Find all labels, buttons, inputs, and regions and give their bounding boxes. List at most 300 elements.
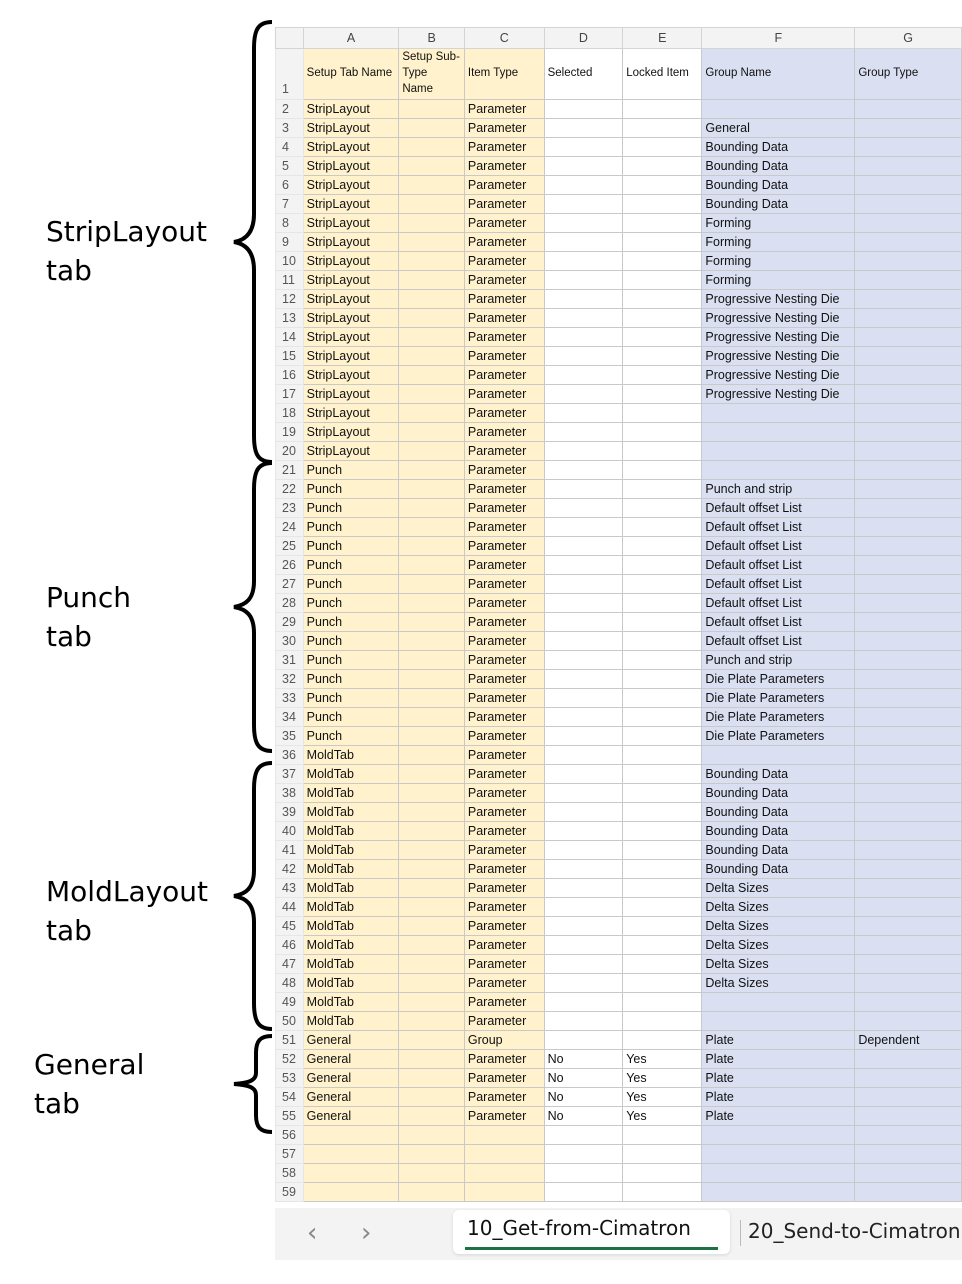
cell-c[interactable]: Parameter [464,765,544,784]
cell-g[interactable] [855,1107,962,1126]
cell-e[interactable] [623,461,702,480]
cell-f[interactable]: Delta Sizes [702,879,855,898]
cell-d[interactable] [544,271,623,290]
row-number[interactable]: 12 [276,290,304,309]
cell-f[interactable]: Progressive Nesting Die [702,366,855,385]
cell-f[interactable]: Die Plate Parameters [702,727,855,746]
cell-g[interactable] [855,689,962,708]
cell-b[interactable] [399,537,465,556]
cell-d[interactable] [544,594,623,613]
cell-d[interactable] [544,214,623,233]
cell-f[interactable]: Die Plate Parameters [702,689,855,708]
row-number[interactable]: 8 [276,214,304,233]
cell-b[interactable] [399,138,465,157]
cell-f[interactable]: Bounding Data [702,765,855,784]
cell-c[interactable]: Parameter [464,727,544,746]
cell-b[interactable] [399,955,465,974]
cell-c[interactable]: Parameter [464,594,544,613]
cell-e[interactable] [623,404,702,423]
cell-g[interactable] [855,841,962,860]
cell-d[interactable] [544,518,623,537]
row-number[interactable]: 31 [276,651,304,670]
row-number[interactable]: 48 [276,974,304,993]
row-number[interactable]: 1 [276,49,304,100]
cell-g[interactable] [855,974,962,993]
header-cell-group-type[interactable]: Group Type [855,49,962,100]
cell-a[interactable]: General [303,1069,399,1088]
row-number[interactable]: 28 [276,594,304,613]
cell-f[interactable] [702,461,855,480]
cell-f[interactable]: Progressive Nesting Die [702,309,855,328]
cell-e[interactable] [623,328,702,347]
row-number[interactable]: 17 [276,385,304,404]
cell-d[interactable] [544,233,623,252]
cell-e[interactable] [623,366,702,385]
cell-a[interactable]: Punch [303,632,399,651]
cell-e[interactable] [623,879,702,898]
row-number[interactable]: 52 [276,1050,304,1069]
cell-f[interactable]: Bounding Data [702,784,855,803]
row-number[interactable]: 25 [276,537,304,556]
cell-c[interactable]: Parameter [464,176,544,195]
cell-e[interactable] [623,651,702,670]
cell-d[interactable] [544,461,623,480]
cell-b[interactable] [399,195,465,214]
cell-g[interactable] [855,594,962,613]
cell-a[interactable]: MoldTab [303,746,399,765]
cell-b[interactable] [399,708,465,727]
row-number[interactable]: 16 [276,366,304,385]
cell-a[interactable]: StripLayout [303,366,399,385]
cell-d[interactable] [544,195,623,214]
cell-b[interactable] [399,347,465,366]
cell-e[interactable] [623,1031,702,1050]
cell-b[interactable] [399,309,465,328]
cell-e[interactable] [623,157,702,176]
row-number[interactable]: 43 [276,879,304,898]
cell-g[interactable] [855,1012,962,1031]
cell-c[interactable]: Parameter [464,347,544,366]
cell-a[interactable]: StripLayout [303,271,399,290]
cell-d[interactable] [544,290,623,309]
cell-d[interactable] [544,138,623,157]
cell-b[interactable] [399,1012,465,1031]
cell-g[interactable] [855,784,962,803]
cell-c[interactable]: Parameter [464,404,544,423]
cell-a[interactable]: General [303,1107,399,1126]
cell-c[interactable]: Parameter [464,442,544,461]
cell-a[interactable]: StripLayout [303,214,399,233]
cell-f[interactable] [702,746,855,765]
row-number[interactable]: 23 [276,499,304,518]
row-number[interactable]: 10 [276,252,304,271]
cell-a[interactable]: StripLayout [303,157,399,176]
row-number[interactable]: 11 [276,271,304,290]
cell-b[interactable] [399,879,465,898]
cell-a[interactable]: MoldTab [303,765,399,784]
cell-c[interactable]: Parameter [464,138,544,157]
column-header-g[interactable]: G [855,28,962,49]
cell-c[interactable]: Parameter [464,822,544,841]
cell-f[interactable]: Progressive Nesting Die [702,347,855,366]
cell-e[interactable] [623,632,702,651]
cell-c[interactable]: Parameter [464,917,544,936]
cell-b[interactable] [399,233,465,252]
cell-d[interactable] [544,575,623,594]
cell-d[interactable] [544,176,623,195]
cell-e[interactable] [623,1183,702,1202]
column-header-f[interactable]: F [702,28,855,49]
cell-d[interactable] [544,860,623,879]
cell-a[interactable]: MoldTab [303,784,399,803]
cell-b[interactable] [399,1107,465,1126]
cell-e[interactable] [623,594,702,613]
cell-c[interactable]: Parameter [464,670,544,689]
cell-c[interactable]: Parameter [464,537,544,556]
row-number[interactable]: 51 [276,1031,304,1050]
cell-c[interactable]: Parameter [464,575,544,594]
cell-d[interactable]: No [544,1088,623,1107]
cell-f[interactable]: Forming [702,214,855,233]
cell-d[interactable] [544,1164,623,1183]
cell-d[interactable] [544,252,623,271]
row-number[interactable]: 44 [276,898,304,917]
cell-b[interactable] [399,575,465,594]
cell-a[interactable]: MoldTab [303,803,399,822]
row-number[interactable]: 13 [276,309,304,328]
cell-e[interactable] [623,518,702,537]
cell-a[interactable]: MoldTab [303,993,399,1012]
row-number[interactable]: 21 [276,461,304,480]
cell-b[interactable] [399,784,465,803]
row-number[interactable]: 53 [276,1069,304,1088]
cell-f[interactable]: Default offset List [702,632,855,651]
cell-g[interactable] [855,290,962,309]
cell-c[interactable]: Parameter [464,233,544,252]
cell-d[interactable] [544,879,623,898]
cell-d[interactable] [544,803,623,822]
row-number[interactable]: 56 [276,1126,304,1145]
row-number[interactable]: 45 [276,917,304,936]
row-number[interactable]: 36 [276,746,304,765]
cell-b[interactable] [399,100,465,119]
cell-g[interactable] [855,860,962,879]
column-header-b[interactable]: B [399,28,465,49]
row-number[interactable]: 6 [276,176,304,195]
header-cell-group-name[interactable]: Group Name [702,49,855,100]
cell-f[interactable] [702,423,855,442]
cell-g[interactable] [855,309,962,328]
column-header-a[interactable]: A [303,28,399,49]
cell-b[interactable] [399,328,465,347]
row-number[interactable]: 39 [276,803,304,822]
cell-a[interactable]: Punch [303,499,399,518]
select-all-corner[interactable] [276,28,304,49]
cell-g[interactable] [855,157,962,176]
cell-b[interactable] [399,442,465,461]
cell-a[interactable]: General [303,1088,399,1107]
cell-d[interactable] [544,936,623,955]
cell-c[interactable]: Parameter [464,955,544,974]
cell-f[interactable] [702,442,855,461]
cell-b[interactable] [399,936,465,955]
cell-g[interactable] [855,727,962,746]
cell-b[interactable] [399,765,465,784]
row-number[interactable]: 14 [276,328,304,347]
cell-b[interactable] [399,214,465,233]
row-number[interactable]: 38 [276,784,304,803]
cell-d[interactable] [544,613,623,632]
cell-a[interactable]: Punch [303,708,399,727]
cell-g[interactable] [855,214,962,233]
cell-f[interactable]: Progressive Nesting Die [702,328,855,347]
cell-f[interactable] [702,993,855,1012]
row-number[interactable]: 29 [276,613,304,632]
cell-a[interactable]: Punch [303,689,399,708]
row-number[interactable]: 34 [276,708,304,727]
cell-a[interactable]: StripLayout [303,309,399,328]
cell-c[interactable]: Parameter [464,803,544,822]
cell-f[interactable]: Die Plate Parameters [702,708,855,727]
cell-g[interactable] [855,442,962,461]
cell-b[interactable] [399,461,465,480]
cell-c[interactable]: Parameter [464,1012,544,1031]
cell-e[interactable] [623,1126,702,1145]
row-number[interactable]: 24 [276,518,304,537]
cell-b[interactable] [399,1145,465,1164]
cell-f[interactable] [702,100,855,119]
cell-e[interactable] [623,556,702,575]
cell-f[interactable]: Bounding Data [702,176,855,195]
cell-a[interactable] [303,1145,399,1164]
cell-c[interactable]: Parameter [464,518,544,537]
cell-f[interactable]: Plate [702,1050,855,1069]
cell-f[interactable]: Progressive Nesting Die [702,290,855,309]
cell-d[interactable] [544,955,623,974]
cell-f[interactable]: Punch and strip [702,651,855,670]
cell-c[interactable]: Parameter [464,1088,544,1107]
cell-d[interactable] [544,366,623,385]
row-number[interactable]: 19 [276,423,304,442]
cell-f[interactable]: Plate [702,1031,855,1050]
header-cell-selected[interactable]: Selected [544,49,623,100]
cell-a[interactable]: MoldTab [303,974,399,993]
cell-e[interactable] [623,898,702,917]
cell-a[interactable]: Punch [303,480,399,499]
cell-c[interactable] [464,1164,544,1183]
cell-c[interactable]: Parameter [464,841,544,860]
cell-b[interactable] [399,993,465,1012]
cell-a[interactable]: MoldTab [303,1012,399,1031]
scroll-tabs-left-icon[interactable]: ‹ [307,1218,318,1248]
scroll-tabs-right-icon[interactable]: › [361,1218,372,1248]
cell-b[interactable] [399,290,465,309]
cell-f[interactable] [702,404,855,423]
cell-a[interactable]: StripLayout [303,233,399,252]
cell-e[interactable] [623,670,702,689]
cell-f[interactable] [702,1183,855,1202]
cell-d[interactable] [544,1031,623,1050]
column-header-c[interactable]: C [464,28,544,49]
cell-c[interactable]: Parameter [464,651,544,670]
sheet-tab-get-from-cimatron[interactable] [453,1210,730,1254]
cell-f[interactable] [702,1126,855,1145]
cell-d[interactable] [544,822,623,841]
cell-b[interactable] [399,1069,465,1088]
row-number[interactable]: 35 [276,727,304,746]
header-cell-item-type[interactable]: Item Type [464,49,544,100]
row-number[interactable]: 54 [276,1088,304,1107]
cell-g[interactable] [855,822,962,841]
cell-g[interactable] [855,328,962,347]
cell-f[interactable]: Bounding Data [702,803,855,822]
cell-d[interactable]: No [544,1050,623,1069]
cell-e[interactable] [623,708,702,727]
cell-f[interactable]: Bounding Data [702,138,855,157]
cell-g[interactable] [855,556,962,575]
row-number[interactable]: 57 [276,1145,304,1164]
sheet-tab-send-to-cimatron[interactable]: 20_Send-to-Cimatron [748,1219,961,1243]
row-number[interactable]: 41 [276,841,304,860]
cell-g[interactable] [855,1145,962,1164]
cell-a[interactable]: MoldTab [303,936,399,955]
cell-b[interactable] [399,480,465,499]
cell-f[interactable]: Forming [702,271,855,290]
row-number[interactable]: 2 [276,100,304,119]
cell-b[interactable] [399,974,465,993]
cell-b[interactable] [399,632,465,651]
cell-f[interactable]: Plate [702,1069,855,1088]
row-number[interactable]: 5 [276,157,304,176]
cell-c[interactable]: Parameter [464,195,544,214]
row-number[interactable]: 42 [276,860,304,879]
cell-e[interactable] [623,480,702,499]
cell-a[interactable]: MoldTab [303,841,399,860]
cell-e[interactable] [623,613,702,632]
cell-d[interactable] [544,708,623,727]
cell-f[interactable]: Bounding Data [702,860,855,879]
cell-b[interactable] [399,1183,465,1202]
cell-a[interactable]: StripLayout [303,442,399,461]
cell-e[interactable] [623,195,702,214]
cell-f[interactable]: Bounding Data [702,195,855,214]
cell-b[interactable] [399,1031,465,1050]
cell-e[interactable] [623,537,702,556]
cell-g[interactable] [855,670,962,689]
cell-b[interactable] [399,746,465,765]
cell-a[interactable]: Punch [303,670,399,689]
cell-d[interactable] [544,632,623,651]
cell-b[interactable] [399,404,465,423]
cell-c[interactable]: Group [464,1031,544,1050]
cell-f[interactable]: Bounding Data [702,841,855,860]
cell-c[interactable]: Parameter [464,1050,544,1069]
cell-a[interactable]: Punch [303,575,399,594]
cell-c[interactable]: Parameter [464,100,544,119]
row-number[interactable]: 40 [276,822,304,841]
cell-g[interactable] [855,898,962,917]
cell-e[interactable] [623,1012,702,1031]
cell-g[interactable] [855,423,962,442]
cell-f[interactable]: Delta Sizes [702,917,855,936]
cell-e[interactable] [623,214,702,233]
cell-d[interactable] [544,974,623,993]
cell-d[interactable] [544,898,623,917]
cell-e[interactable] [623,575,702,594]
cell-c[interactable]: Parameter [464,993,544,1012]
cell-b[interactable] [399,898,465,917]
cell-d[interactable] [544,119,623,138]
row-number[interactable]: 20 [276,442,304,461]
cell-d[interactable] [544,1145,623,1164]
cell-d[interactable] [544,841,623,860]
cell-c[interactable]: Parameter [464,423,544,442]
cell-c[interactable]: Parameter [464,879,544,898]
cell-a[interactable]: MoldTab [303,955,399,974]
cell-e[interactable] [623,860,702,879]
cell-g[interactable] [855,803,962,822]
cell-e[interactable] [623,765,702,784]
cell-b[interactable] [399,499,465,518]
cell-b[interactable] [399,252,465,271]
cell-g[interactable] [855,347,962,366]
cell-g[interactable] [855,252,962,271]
cell-a[interactable]: Punch [303,613,399,632]
cell-b[interactable] [399,613,465,632]
cell-f[interactable]: Delta Sizes [702,955,855,974]
row-number[interactable]: 18 [276,404,304,423]
cell-c[interactable]: Parameter [464,328,544,347]
cell-f[interactable]: Default offset List [702,594,855,613]
cell-e[interactable] [623,936,702,955]
cell-f[interactable]: General [702,119,855,138]
cell-g[interactable] [855,746,962,765]
cell-f[interactable]: Default offset List [702,575,855,594]
cell-c[interactable]: Parameter [464,252,544,271]
cell-c[interactable]: Parameter [464,689,544,708]
cell-a[interactable] [303,1126,399,1145]
row-number[interactable]: 46 [276,936,304,955]
cell-b[interactable] [399,651,465,670]
cell-a[interactable]: MoldTab [303,879,399,898]
cell-c[interactable]: Parameter [464,385,544,404]
cell-d[interactable] [544,651,623,670]
header-cell-locked-item[interactable]: Locked Item [623,49,702,100]
cell-e[interactable] [623,138,702,157]
cell-e[interactable] [623,1164,702,1183]
cell-d[interactable] [544,100,623,119]
cell-a[interactable]: StripLayout [303,385,399,404]
cell-c[interactable]: Parameter [464,860,544,879]
cell-c[interactable]: Parameter [464,499,544,518]
row-number[interactable]: 4 [276,138,304,157]
cell-d[interactable] [544,480,623,499]
cell-c[interactable]: Parameter [464,366,544,385]
cell-g[interactable] [855,936,962,955]
cell-g[interactable] [855,480,962,499]
cell-f[interactable]: Plate [702,1088,855,1107]
cell-b[interactable] [399,670,465,689]
cell-b[interactable] [399,1088,465,1107]
cell-e[interactable] [623,727,702,746]
cell-c[interactable]: Parameter [464,1069,544,1088]
cell-g[interactable] [855,271,962,290]
cell-c[interactable]: Parameter [464,461,544,480]
cell-b[interactable] [399,119,465,138]
cell-f[interactable]: Progressive Nesting Die [702,385,855,404]
cell-e[interactable] [623,955,702,974]
cell-a[interactable]: StripLayout [303,252,399,271]
